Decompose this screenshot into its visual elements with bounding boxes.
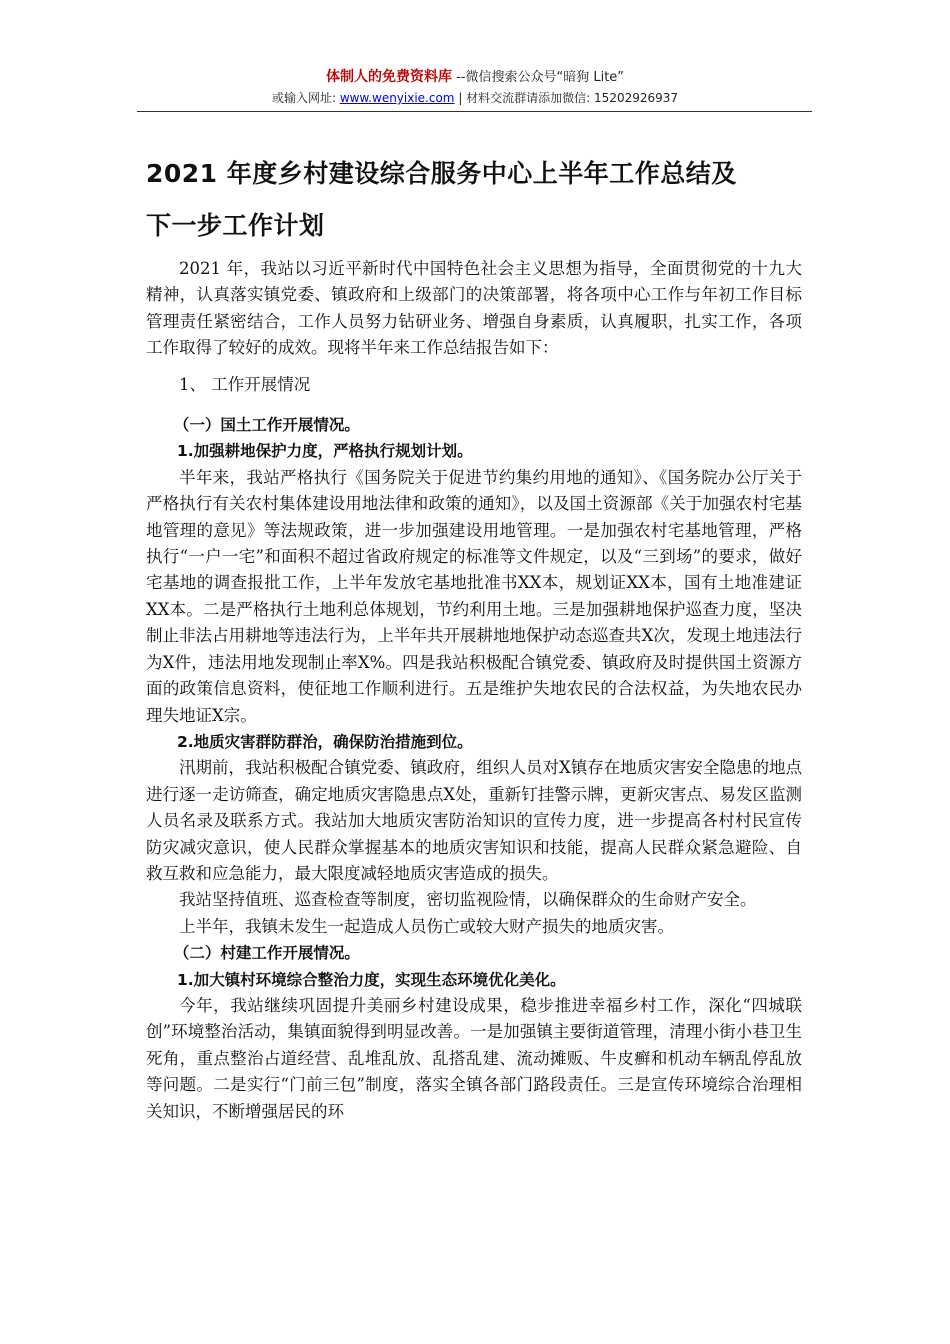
paragraph-geological-disaster-2: 我站坚持值班、巡查检查等制度，密切监视险情，以确保群众的生命财产安全。 — [179, 890, 757, 910]
subheading-farmland-protection: 1.加强耕地保护力度，严格执行规划计划。 — [177, 442, 473, 461]
part-heading-land: （一）国土工作开展情况。 — [173, 416, 360, 435]
url-prefix: 或输入网址: — [271, 91, 337, 105]
intro-paragraph: 2021 年，我站以习近平新时代中国特色社会主义思想为指导，全面贯彻党的十九大精神，认真落实镇党委、镇政府和上级部门的决策部署，将各项中心工作与年初工作目标管理责任紧密结合，工作人员努力钻研业务、增强自身素质，认真履职，扎实工作，各项工作取得了较好的成效。现将半年来工作总结报告如下： — [146, 259, 802, 358]
subheading-geological-disaster: 2.地质灾害群防群治，确保防治措施到位。 — [177, 732, 473, 751]
page-header — [0, 68, 950, 107]
title-line-2: 下一步工作计划 — [146, 211, 325, 240]
header-tagline: --微信搜索公众号“暗狗 Lite” — [456, 70, 625, 85]
title-line-1: 2021 年度乡村建设综合服务中心上半年工作总结及 — [146, 159, 737, 188]
header-divider — [137, 111, 812, 112]
document-title — [146, 148, 802, 252]
header-contact-line — [0, 89, 950, 107]
section-heading-work-status: 1、 工作开展情况 — [179, 374, 311, 394]
document-body — [146, 148, 802, 1125]
paragraph-geological-disaster-3: 上半年，我镇未发生一起造成人员伤亡或较大财产损失的地质灾害。 — [179, 916, 674, 936]
subheading-environment-improvement: 1.加大镇村环境综合整治力度，实现生态环境优化美化。 — [177, 970, 566, 989]
header-banner — [0, 68, 950, 87]
site-name: 体制人的免费资料库 — [325, 69, 452, 85]
paragraph-farmland-protection: 半年来，我站严格执行《国务院关于促进节约集约用地的通知》、《国务院办公厅关于严格执行有关农村集体建设用地法律和政策的通知》，以及国土资源部《关于加强农村宅基地管理的意见》等法规政策，进一步加强建设用地管理。一是加强农村宅基地管理，严格执行“一户一宅”和面积不超过省政府规定的标准等文件规定，以及“三到场”的要求，做好宅基地的调查报批工作，上半年发放宅基地批准书XX本，规划证XX本，国有土地准建证XX本。二是严格执行土地利总体规划，节约利用土地。三是加强耕地保护巡查力度，坚决制止非法占用耕地等违法行为，上半年共开展耕地地保护动态巡查共X次，发现土地违法行为X件，违法用地发现制止率X%。四是我站积极配合镇党委、镇政府及时提供国土资源方面的政策信息资料，使征地工作顺利进行。五是维护失地农民的合法权益，为失地农民办理失地证X宗。 — [146, 467, 802, 725]
paragraph-geological-disaster-1: 汛期前，我站积极配合镇党委、镇政府，组织人员对X镇存在地质灾害安全隐患的地点进行逐一走访筛查，确定地质灾害隐患点X处，重新钉挂警示牌，更新灾害点、易发区监测人员名录及联系方式。我站加大地质灾害防治知识的宣传力度，进一步提高各村村民宣传防灾减灾意识，使人民群众掌握基本的地质灾害知识和技能，提高人民群众紧急避险、自救互救和应急能力，最大限度减轻地质灾害造成的损失。 — [146, 758, 802, 883]
website-link[interactable]: www.wenyixie.com — [339, 91, 455, 105]
paragraph-environment-improvement: 今年，我站继续巩固提升美丽乡村建设成果，稳步推进幸福乡村工作，深化“四城联创”环境整治活动，集镇面貌得到明显改善。一是加强镇主要街道管理，清理小街小巷卫生死角，重点整治占道经营、乱堆乱放、乱搭乱建、流动摊贩、牛皮癣和机动车辆乱停乱放等问题。二是实行“门前三包”制度，落实全镇各部门路段责任。三是宣传环境综合治理相关知识，不断增强居民的环 — [146, 995, 802, 1121]
part-heading-village-construction: （二）村建工作开展情况。 — [173, 944, 360, 963]
wechat-contact: | 材料交流群请添加微信: 15202926937 — [458, 91, 679, 105]
